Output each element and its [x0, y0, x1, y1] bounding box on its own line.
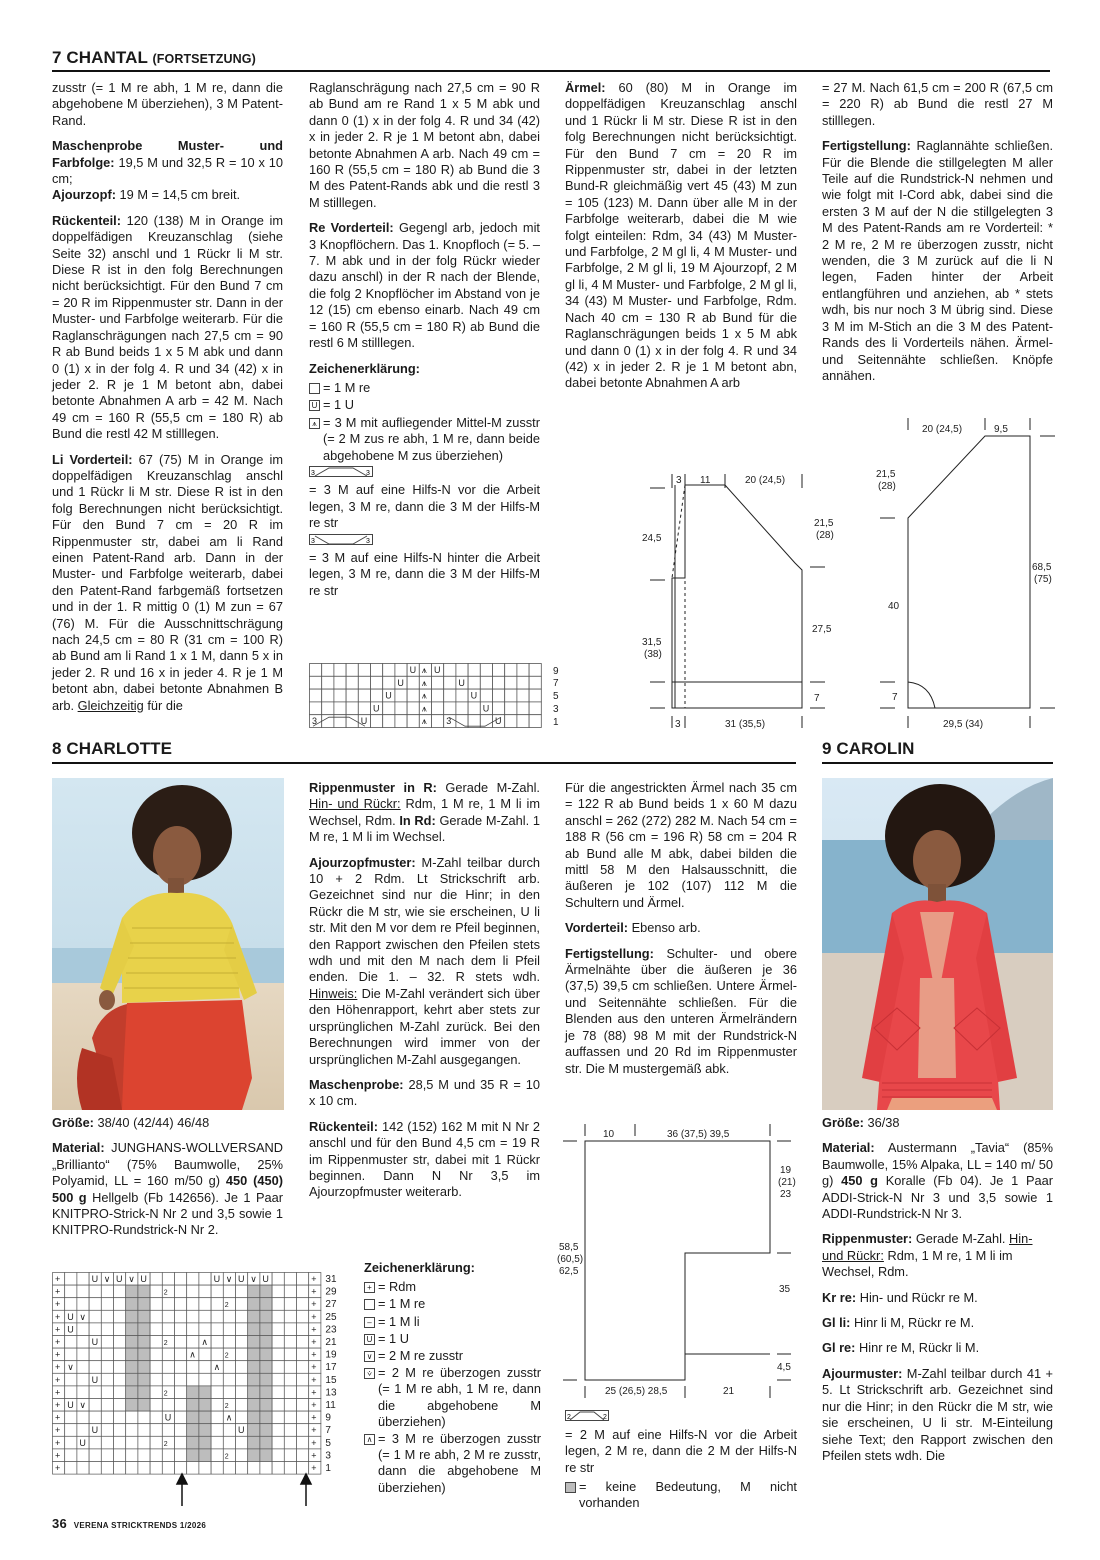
- legend-cable-2: = 2 M auf eine Hilfs-N vor die Arbeit legen, 2 M re, dann die 2 M der Hilfs-N re str: [565, 1427, 797, 1475]
- svg-text:U: U: [470, 690, 478, 701]
- chantal-legend-4: = 3 M auf eine Hilfs-N vor die Arbeit legen, 3 M re, dann die 3 M der Hilfs-M re str: [309, 482, 540, 531]
- svg-text:⩚: ⩚: [421, 665, 427, 675]
- svg-text:∨: ∨: [67, 1362, 74, 1373]
- svg-text:3: 3: [366, 537, 370, 545]
- k2tog-symbol-icon: ∨: [364, 1351, 375, 1362]
- svg-text:3: 3: [311, 469, 315, 477]
- svg-text:+: +: [311, 1286, 317, 1297]
- dim-label: 31,5: [642, 637, 662, 648]
- svg-text:∨: ∨: [128, 1274, 135, 1284]
- arrow-up-icon: [301, 1474, 311, 1484]
- ssk-symbol-icon: ⩒: [364, 1368, 375, 1379]
- plus-symbol-icon: +: [364, 1282, 375, 1293]
- chantal-ajourzopf: Ajourzopf: 19 M = 14,5 cm breit.: [52, 187, 241, 203]
- dim-label: (28): [816, 530, 834, 541]
- svg-text:2: 2: [163, 1289, 168, 1297]
- svg-text:∧: ∧: [201, 1337, 208, 1347]
- dim-label: 4,5: [777, 1362, 791, 1373]
- svg-text:⩚: ⩚: [421, 703, 427, 714]
- cable-front-symbol-icon: [309, 466, 540, 482]
- svg-text:⩚: ⩚: [421, 690, 427, 701]
- svg-text:+: +: [311, 1274, 317, 1284]
- page-number: 36: [52, 1516, 68, 1531]
- svg-text:2: 2: [163, 1340, 168, 1347]
- svg-text:U: U: [91, 1374, 99, 1385]
- dim-label: 62,5: [559, 1266, 579, 1277]
- dim-label: 29,5 (34): [943, 719, 984, 730]
- svg-text:∨: ∨: [79, 1311, 86, 1322]
- carolin-photo: [822, 778, 1053, 1110]
- svg-text:+: +: [55, 1374, 61, 1385]
- dim-label: 7: [892, 692, 898, 703]
- chart-row-label: 1: [325, 1463, 331, 1474]
- svg-text:U: U: [67, 1324, 74, 1335]
- dim-label: (21): [778, 1177, 796, 1188]
- chantal-gauge: Maschenprobe Muster- und Farbfolge: 19,5 M und 32,5 R = 10 x 10 cm;: [52, 138, 283, 187]
- dim-label: 11: [700, 475, 711, 486]
- dim-label: 68,5: [1032, 562, 1052, 573]
- carolin-material: Material: Austermann „Tavia“ (85% Baumwolle, 15% Alpaka, LL = 140 m/ 50 g) 450 g Koralle (Fb 04). Je 1 Paar ADDI-Strick-N Nr 3 und 3,5 sowie 1 ADDI-Rundstrick-N Nr 3.: [822, 1140, 1053, 1222]
- carolin-col: [822, 1115, 1053, 1473]
- purl-symbol-icon: –: [364, 1317, 375, 1328]
- svg-text:∨: ∨: [79, 1400, 86, 1410]
- svg-text:U: U: [238, 1274, 245, 1284]
- no-stitch-symbol-icon: [565, 1482, 576, 1493]
- svg-text:⩚: ⩚: [421, 716, 427, 727]
- svg-text:U: U: [495, 716, 502, 727]
- svg-text:∨: ∨: [225, 1274, 233, 1284]
- page-footer: [52, 1516, 206, 1534]
- svg-text:2: 2: [224, 1453, 229, 1461]
- svg-text:+: +: [55, 1437, 61, 1448]
- dim-label: 20 (24,5): [922, 424, 963, 435]
- svg-text:U: U: [91, 1337, 99, 1347]
- carolin-reverse: Gl li: Hinr li M, Rückr re M.: [822, 1315, 975, 1331]
- chantal-col-4: [822, 80, 1053, 393]
- charlotte-photo: [52, 778, 284, 1110]
- chart-row-label: 17: [325, 1362, 337, 1374]
- svg-text:U: U: [67, 1311, 74, 1322]
- svg-text:∧: ∧: [225, 1412, 233, 1423]
- charlotte-size: Größe: 38/40 (42/44) 46/48: [52, 1115, 210, 1130]
- svg-text:+: +: [55, 1349, 61, 1360]
- chart-row-label: 13: [325, 1387, 337, 1399]
- svg-text:+: +: [55, 1274, 61, 1284]
- dim-label: 24,5: [642, 533, 662, 544]
- yarn-over-symbol-icon: U: [364, 1334, 375, 1345]
- legend-purl: – = 1 M li: [364, 1314, 541, 1330]
- legend-no-stitch: = keine Bedeutung, M nicht vorhanden: [565, 1479, 797, 1511]
- dim-label: 7: [814, 693, 820, 704]
- chantal-left-front: Li Vorderteil: 67 (75) M in Orange im doppelfädigen Kreuzanschlag anschl und 1 Rückr li M str. Diese R ist in den folg Berechnungen nicht berücksichtigt. Für den Bund 7 cm = 20 R im Rippenmuster str, dabei am li Rand einen Patent-Rand arb. Dann in der Muster- und Farbfolge weiterarb, dabei den Patent-Rand farbgemäß fortsetzen und in der 1. R mittig 0 (1) M zun = 67 (76) M. Für die Ausschnittschrägung nach 24,5 cm = 80 R (31 cm = 100 R) ab Bund am li Rand 1 x 1 M, dann 5 x in jeder 2. R und 16 x in jeder 4. R je 1 M betont abn, dabei betonte Abnahmen B arb. Gleichzeitig für die: [52, 451, 283, 713]
- chantal-knitting-chart: [309, 663, 569, 729]
- svg-text:U: U: [482, 703, 490, 714]
- svg-text:+: +: [311, 1311, 317, 1322]
- dim-label: 3: [676, 475, 682, 486]
- charlotte-col-3: [565, 780, 797, 1086]
- dim-label: (60,5): [557, 1254, 584, 1265]
- svg-text:U: U: [262, 1274, 269, 1284]
- chantal-col-1: [52, 80, 283, 723]
- dim-label: 27,5: [812, 624, 832, 635]
- svg-text:+: +: [311, 1362, 317, 1373]
- dim-label: 21,5: [876, 469, 896, 480]
- charlotte-front: Vorderteil: Ebenso arb.: [565, 920, 701, 936]
- magazine-name: VERENA STRICKTRENDS 1/2026: [73, 1521, 207, 1530]
- chantal-col-3: [565, 80, 797, 401]
- svg-text:∨: ∨: [103, 1274, 111, 1284]
- chart-row-label: 25: [325, 1311, 337, 1323]
- svg-text:+: +: [55, 1463, 61, 1473]
- charlotte-schematic: [555, 1118, 805, 1403]
- chart-row-label: 5: [553, 691, 559, 702]
- dim-label: (75): [1034, 574, 1052, 585]
- decrease-symbol-icon: ⩚: [309, 418, 320, 429]
- carolin-rib: Rippenmuster: Gerade M-Zahl. Hin- und Rückr: Rdm, 1 M re, 1 M li im Wechsel, Rdm.: [822, 1231, 1033, 1280]
- svg-text:∧: ∧: [213, 1362, 221, 1373]
- chantal-finishing: Fertigstellung: Raglannähte schließen. Für die Blende die stillgelegten M aller Teile auf die Rundstrick-N nehmen und wie folgt mit I-Cord abk, dabei sind die ersten 3 M auf der N die stillgelegten 3 M des Patent-Rands am re Vorderteil: * 2 M re, 2 M re überzogen zusstr, nicht wenden, die 3 M zurück auf die li N legen, Faden hinter der Arbeit entlangführen und anziehen, ab * stets wdh, bis nur noch 3 M übrig sind. Diese 3 M im M-Stich an die 3 M des Patent-Rands des li Vorderteils nähen. Ärmel- und Seitennähte schließen. Knöpfe annähen.: [822, 138, 1053, 383]
- sk2p-symbol-icon: ∧: [364, 1434, 375, 1445]
- svg-text:∧: ∧: [189, 1349, 196, 1360]
- svg-text:2: 2: [567, 1414, 571, 1421]
- section-8-title: 8 CHARLOTTE: [52, 739, 173, 758]
- chantal-legend-1: = 1 M re: [309, 380, 540, 396]
- dim-label: (38): [644, 649, 662, 660]
- legend-knit: = 1 M re: [364, 1296, 541, 1312]
- svg-text:2: 2: [163, 1440, 168, 1448]
- charlotte-back: Rückenteil: 142 (152) 162 M mit N Nr 2 anschl und für den Bund 4,5 cm = 19 R im Rippenmuster str, dabei mit 1 Rückr beginnen. Dann N Nr 3,5 im Ajourzopfmuster weiterarb.: [309, 1118, 540, 1200]
- legend-edge: + = Rdm: [364, 1279, 541, 1295]
- carolin-ajour: Ajourmuster: M-Zahl teilbar durch 41 + 5. Lt Strickschrift arb. Gezeichnet sind nur die Hinr; in den Rückr die M str, wie sie erscheinen, U li str. M-Einteilung siehe Text; den Rapport zwischen den Pfeilen stets wdh. Die: [822, 1365, 1053, 1463]
- charlotte-rib: Rippenmuster in R: Gerade M-Zahl. Hin- und Rückr: Rdm, 1 M re, 1 M li im Wechsel, Rdm. In Rd: Gerade M-Zahl. 1 M re, 1 M li im Wechsel.: [309, 780, 540, 845]
- chantal-legend-3: ⩚ = 3 M mit aufliegender Mittel-M zusstr (= 2 M zus re abh, 1 M re, dann beide abgehobene M zus überziehen): [309, 415, 540, 464]
- svg-text:U: U: [409, 665, 417, 675]
- svg-text:U: U: [140, 1274, 147, 1284]
- charlotte-col-1: [52, 1115, 283, 1248]
- chart-row-label: 27: [325, 1299, 337, 1311]
- legend-sk2p: ∧ = 3 M re überzogen zusstr (= 1 M re abh, 2 M re zusstr, dann die abgehobene M überziehen): [364, 1431, 541, 1496]
- svg-text:+: +: [311, 1387, 317, 1398]
- section-8-rule: [52, 762, 796, 764]
- svg-text:2: 2: [224, 1302, 229, 1310]
- chantal-col-2: [309, 80, 540, 600]
- chantal-back: Rückenteil: 120 (138) M in Orange im doppelfädigen Kreuzanschlag (siehe Seite 32) anschl und 1 Rückr li M str. Diese R ist in den folg Berechnungen nicht berücksichtigt. Für den Bund 7 cm = 20 R im Rippenmuster str. Dann in der Muster- und Farbfolge weiterarb. Für die Raglanschrägungen nach 27,5 cm = 90 R ab Bund beids 1 x 5 M abk und dann 0 (1) x in der folg 4. R und 34 (42) x in jeder 2. R je 1 M betont abn, dabei betonte Abnahmen A arb = 42 M. Nach 49 cm = 160 R (55,5 cm = 180 R) ab Bund die restl 42 M stilllegen.: [52, 212, 283, 442]
- svg-text:U: U: [238, 1425, 245, 1436]
- charlotte-col-2: [309, 780, 540, 1210]
- dim-label: 21: [723, 1386, 735, 1397]
- chart-row-label: 29: [325, 1286, 337, 1298]
- chantal-right-front: Re Vorderteil: Gegengl arb, jedoch mit 3 Knopflöchern. Das 1. Knopfloch (= 5. – 7. M abk und in der folg Rückr wieder dazu anschl) in der R nach der Blende, die folg 2 Knopflöcher im Abstand von je 12 (15) cm ebenso einarb. Nach 49 cm = 160 R (55,5 cm = 180 R) ab Bund die restl 6 M stilllegen.: [309, 220, 540, 351]
- svg-text:+: +: [311, 1400, 317, 1410]
- chart-row-label: 23: [325, 1324, 337, 1336]
- dim-label: 3: [675, 719, 681, 730]
- chart-row-label: 21: [325, 1337, 337, 1348]
- svg-text:+: +: [55, 1324, 61, 1335]
- chart-row-label: 3: [325, 1450, 331, 1462]
- svg-text:⩚: ⩚: [421, 677, 427, 688]
- dim-label: 58,5: [559, 1242, 579, 1253]
- svg-text:2: 2: [603, 1414, 607, 1421]
- svg-text:3: 3: [366, 469, 370, 477]
- chantal-sleeve: Ärmel: 60 (80) M in Orange im doppelfädigen Kreuzanschlag anschl und 1 Rückr li M str. Diese R ist in den folg Berechnungen nicht berücksichtigt. Für den Bund 7 cm = 20 R im Rippenmuster str, dabei in der letzten Bund-R gleichmäßig vert 45 (43) M zun = 105 (123) M. Dann über alle M in der Farbfolge weiterarb, dabei die M wie folgt einteilen: Rdm, 34 (43) M Muster- und Farbfolge, 2 M gl li, 4 M Muster- und Farbfolge, 2 M gl li, 19 M Ajourzopf, 2 M gl li, 4 M Muster- und Farbfolge, 2 M gl li, 34 (43) M Muster- und Farbfolge, Rdm. Nach 40 cm = 130 R ab Bund für die Raglanschrägungen beids 1 x 5 M abk und dann 0 (1) x in der folg 4. R und 34 (42) x in jeder 2. R je 1 M betont abn, dabei betonte Abnahmen A arb: [565, 80, 797, 391]
- charlotte-finishing: Fertigstellung: Schulter- und obere Ärmelnähte über die äußeren je 36 (37,5) 39,5 cm schließen. Untere Ärmel- und Seitennähte schließen. Für die Blenden aus den unteren Ärmelrändern je 78 (88) 98 M mit der Rundstrick-N auffassen und 20 Rd im Rippenmuster str. Die M mustergemäß abk.: [565, 945, 797, 1076]
- carolin-size: Größe: 36/38: [822, 1115, 900, 1130]
- chart-row-label: 1: [553, 717, 559, 728]
- svg-text:U: U: [397, 677, 404, 688]
- chantal-raglan: Raglanschrägung nach 27,5 cm = 90 R ab Bund am re Rand 1 x 5 M abk und dann 0 (1) x in der folg 4. R und 34 (42) x in jeder 2. R je 1 M betont abn, dabei betonte Abnahmen A arb. Nach 49 cm = 160 R (55,5 cm = 180 R) ab Bund die 3 M des Patent-Rands abk und die restl 3 M stilllegen.: [309, 80, 540, 210]
- dim-label: 25 (26,5) 28,5: [605, 1386, 668, 1397]
- section-9-rule: [822, 762, 1053, 764]
- svg-text:U: U: [434, 665, 441, 675]
- svg-text:U: U: [79, 1437, 86, 1448]
- cable-2-symbol-icon: [565, 1410, 797, 1426]
- arrow-up-icon: [177, 1474, 187, 1484]
- svg-text:+: +: [55, 1450, 61, 1461]
- svg-text:U: U: [458, 677, 465, 688]
- dim-label: 9,5: [994, 424, 1008, 435]
- svg-text:+: +: [55, 1425, 61, 1436]
- svg-text:+: +: [311, 1450, 317, 1461]
- svg-text:+: +: [311, 1337, 317, 1347]
- svg-text:+: +: [311, 1425, 317, 1436]
- chart-row-label: 3: [553, 704, 559, 715]
- svg-text:+: +: [311, 1349, 317, 1360]
- svg-text:U: U: [360, 716, 368, 727]
- svg-text:+: +: [55, 1286, 61, 1297]
- chart-row-label: 9: [325, 1412, 331, 1424]
- chart-row-label: 19: [325, 1349, 337, 1361]
- charlotte-legend-title: Zeichenerklärung:: [364, 1260, 475, 1275]
- svg-text:3: 3: [311, 537, 315, 545]
- chart-row-label: 9: [553, 666, 559, 677]
- svg-text:U: U: [91, 1274, 99, 1284]
- legend-ssk: ⩒ = 2 M re überzogen zusstr (= 1 M re abh, 1 M re, dann die abgehobene M überziehen): [364, 1365, 541, 1430]
- svg-text:+: +: [311, 1437, 317, 1448]
- section-9-title: 9 CAROLIN: [822, 739, 915, 758]
- chart-row-label: 5: [325, 1437, 331, 1449]
- svg-text:+: +: [311, 1412, 317, 1423]
- chantal-legend-5: = 3 M auf eine Hilfs-N hinter die Arbeit legen, 3 M re, dann die 3 M der Hilfs-M re str: [309, 549, 540, 598]
- legend-k2tog: ∨ = 2 M re zusstr: [364, 1348, 541, 1364]
- dim-label: 10: [603, 1129, 615, 1140]
- chart-row-label: 11: [325, 1400, 336, 1411]
- dim-label: 23: [780, 1189, 792, 1200]
- cable-back-symbol-icon: [309, 534, 540, 550]
- dim-label: 19: [780, 1165, 792, 1176]
- section-7-title: 7 CHANTAL (FORTSETZUNG): [52, 48, 256, 67]
- dim-label: (28): [878, 481, 896, 492]
- svg-text:+: +: [311, 1299, 317, 1310]
- knit-symbol-icon: [309, 383, 320, 394]
- dim-label: 20 (24,5): [745, 475, 786, 486]
- svg-text:+: +: [55, 1400, 61, 1410]
- svg-text:U: U: [385, 690, 392, 701]
- yarn-over-symbol-icon: U: [309, 400, 320, 411]
- knit-symbol-icon: [364, 1299, 375, 1310]
- charlotte-knitting-chart: [52, 1272, 352, 1510]
- svg-text:U: U: [373, 703, 380, 714]
- chart-row-label: 7: [325, 1425, 331, 1437]
- chantal-sleeve-end: = 27 M. Nach 61,5 cm = 200 R (67,5 cm = 220 R) ab Bund die restl 27 M stilllegen.: [822, 80, 1053, 128]
- chantal-legend-title: Zeichenerklärung:: [309, 360, 420, 376]
- svg-text:∨: ∨: [250, 1274, 257, 1284]
- svg-text:+: +: [55, 1337, 61, 1347]
- chart-row-label: 7: [553, 678, 559, 689]
- charlotte-legend: [364, 1260, 541, 1497]
- svg-text:U: U: [116, 1274, 123, 1284]
- charlotte-legend-2: [565, 1410, 797, 1512]
- dim-label: 40: [888, 601, 900, 612]
- chart-row-label: 15: [325, 1374, 337, 1386]
- chantal-legend-2: U = 1 U: [309, 397, 540, 413]
- svg-text:U: U: [213, 1274, 221, 1284]
- svg-text:3: 3: [312, 716, 318, 727]
- svg-text:U: U: [164, 1412, 172, 1423]
- svg-text:3: 3: [446, 716, 452, 727]
- svg-text:2: 2: [163, 1390, 168, 1398]
- svg-text:+: +: [311, 1374, 317, 1385]
- svg-text:2: 2: [224, 1352, 229, 1360]
- chantal-text-edge: zusstr (= 1 M re abh, 1 M re, dann die abgehobene M überziehen), 3 M Patent-Rand.: [52, 80, 283, 128]
- svg-text:+: +: [55, 1387, 61, 1398]
- charlotte-ajour: Ajourzopfmuster: M-Zahl teilbar durch 10 + 2 Rdm. Lt Strickschrift arb. Gezeichnet sind nur die Hinr; in den Rückr die M str, wie sie erscheinen, U li str. Mit den M vor dem re Pfeil beginnen, den Rapport zwischen den Pfeilen stets wdh und mit den M nach dem li Pfeil enden. Die 1. – 32. R stets wdh. Hinweis: Die M-Zahl verändert sich über den Höhenrapport, kehrt aber stets zur ursprünglichen M-Zahl zurück. Bei den Berechnungen wird immer von der ursprünglichen M-Zahl ausgegangen.: [309, 854, 540, 1067]
- dim-label: 35: [779, 1284, 791, 1295]
- svg-text:U: U: [67, 1400, 74, 1410]
- svg-text:+: +: [55, 1412, 61, 1423]
- chantal-back-schematic: [630, 460, 840, 735]
- svg-text:+: +: [311, 1463, 317, 1473]
- carolin-garter: Kr re: Hin- und Rückr re M.: [822, 1289, 978, 1305]
- charlotte-material: Material: JUNGHANS-WOLLVERSAND „Brillianto“ (75% Baumwolle, 25% Polyamid, LL = 160 m/50 g) 450 (450) 500 g Hellgelb (Fb 142656). Je 1 Paar KNITPRO-Strick-N Nr 2 und 3,5 sowie 1 KNITPRO-Rundstrick-N Nr 2.: [52, 1140, 284, 1238]
- svg-text:U: U: [91, 1425, 99, 1436]
- section-7-rule: [52, 70, 1050, 72]
- svg-text:2: 2: [224, 1403, 229, 1410]
- svg-text:+: +: [55, 1362, 61, 1373]
- charlotte-sleeves: Für die angestrickten Ärmel nach 35 cm = 122 R ab Bund beids 1 x 60 M dazu anschl = 262 (272) 282 M. Nach 54 cm = 188 R (56 cm = 196 R) 58 cm = 204 R ab Bund alle M abk, dabei bilden die mittl 58 M den Halsausschnitt, die äußeren je 102 (107) 112 M die Schultern und Ärmel.: [565, 780, 797, 910]
- legend-yo: U = 1 U: [364, 1331, 541, 1347]
- dim-label: 21,5: [814, 518, 834, 529]
- chantal-front-schematic: [870, 418, 1060, 736]
- dim-label: 36 (37,5) 39,5: [667, 1129, 730, 1140]
- svg-text:+: +: [55, 1299, 61, 1310]
- svg-text:+: +: [311, 1324, 317, 1335]
- svg-text:+: +: [55, 1311, 61, 1322]
- chart-row-label: 31: [325, 1274, 337, 1285]
- carolin-stockinette: Gl re: Hinr re M, Rückr li M.: [822, 1340, 980, 1356]
- dim-label: 31 (35,5): [725, 719, 766, 730]
- charlotte-gauge: Maschenprobe: 28,5 M und 35 R = 10 x 10 cm.: [309, 1076, 540, 1109]
